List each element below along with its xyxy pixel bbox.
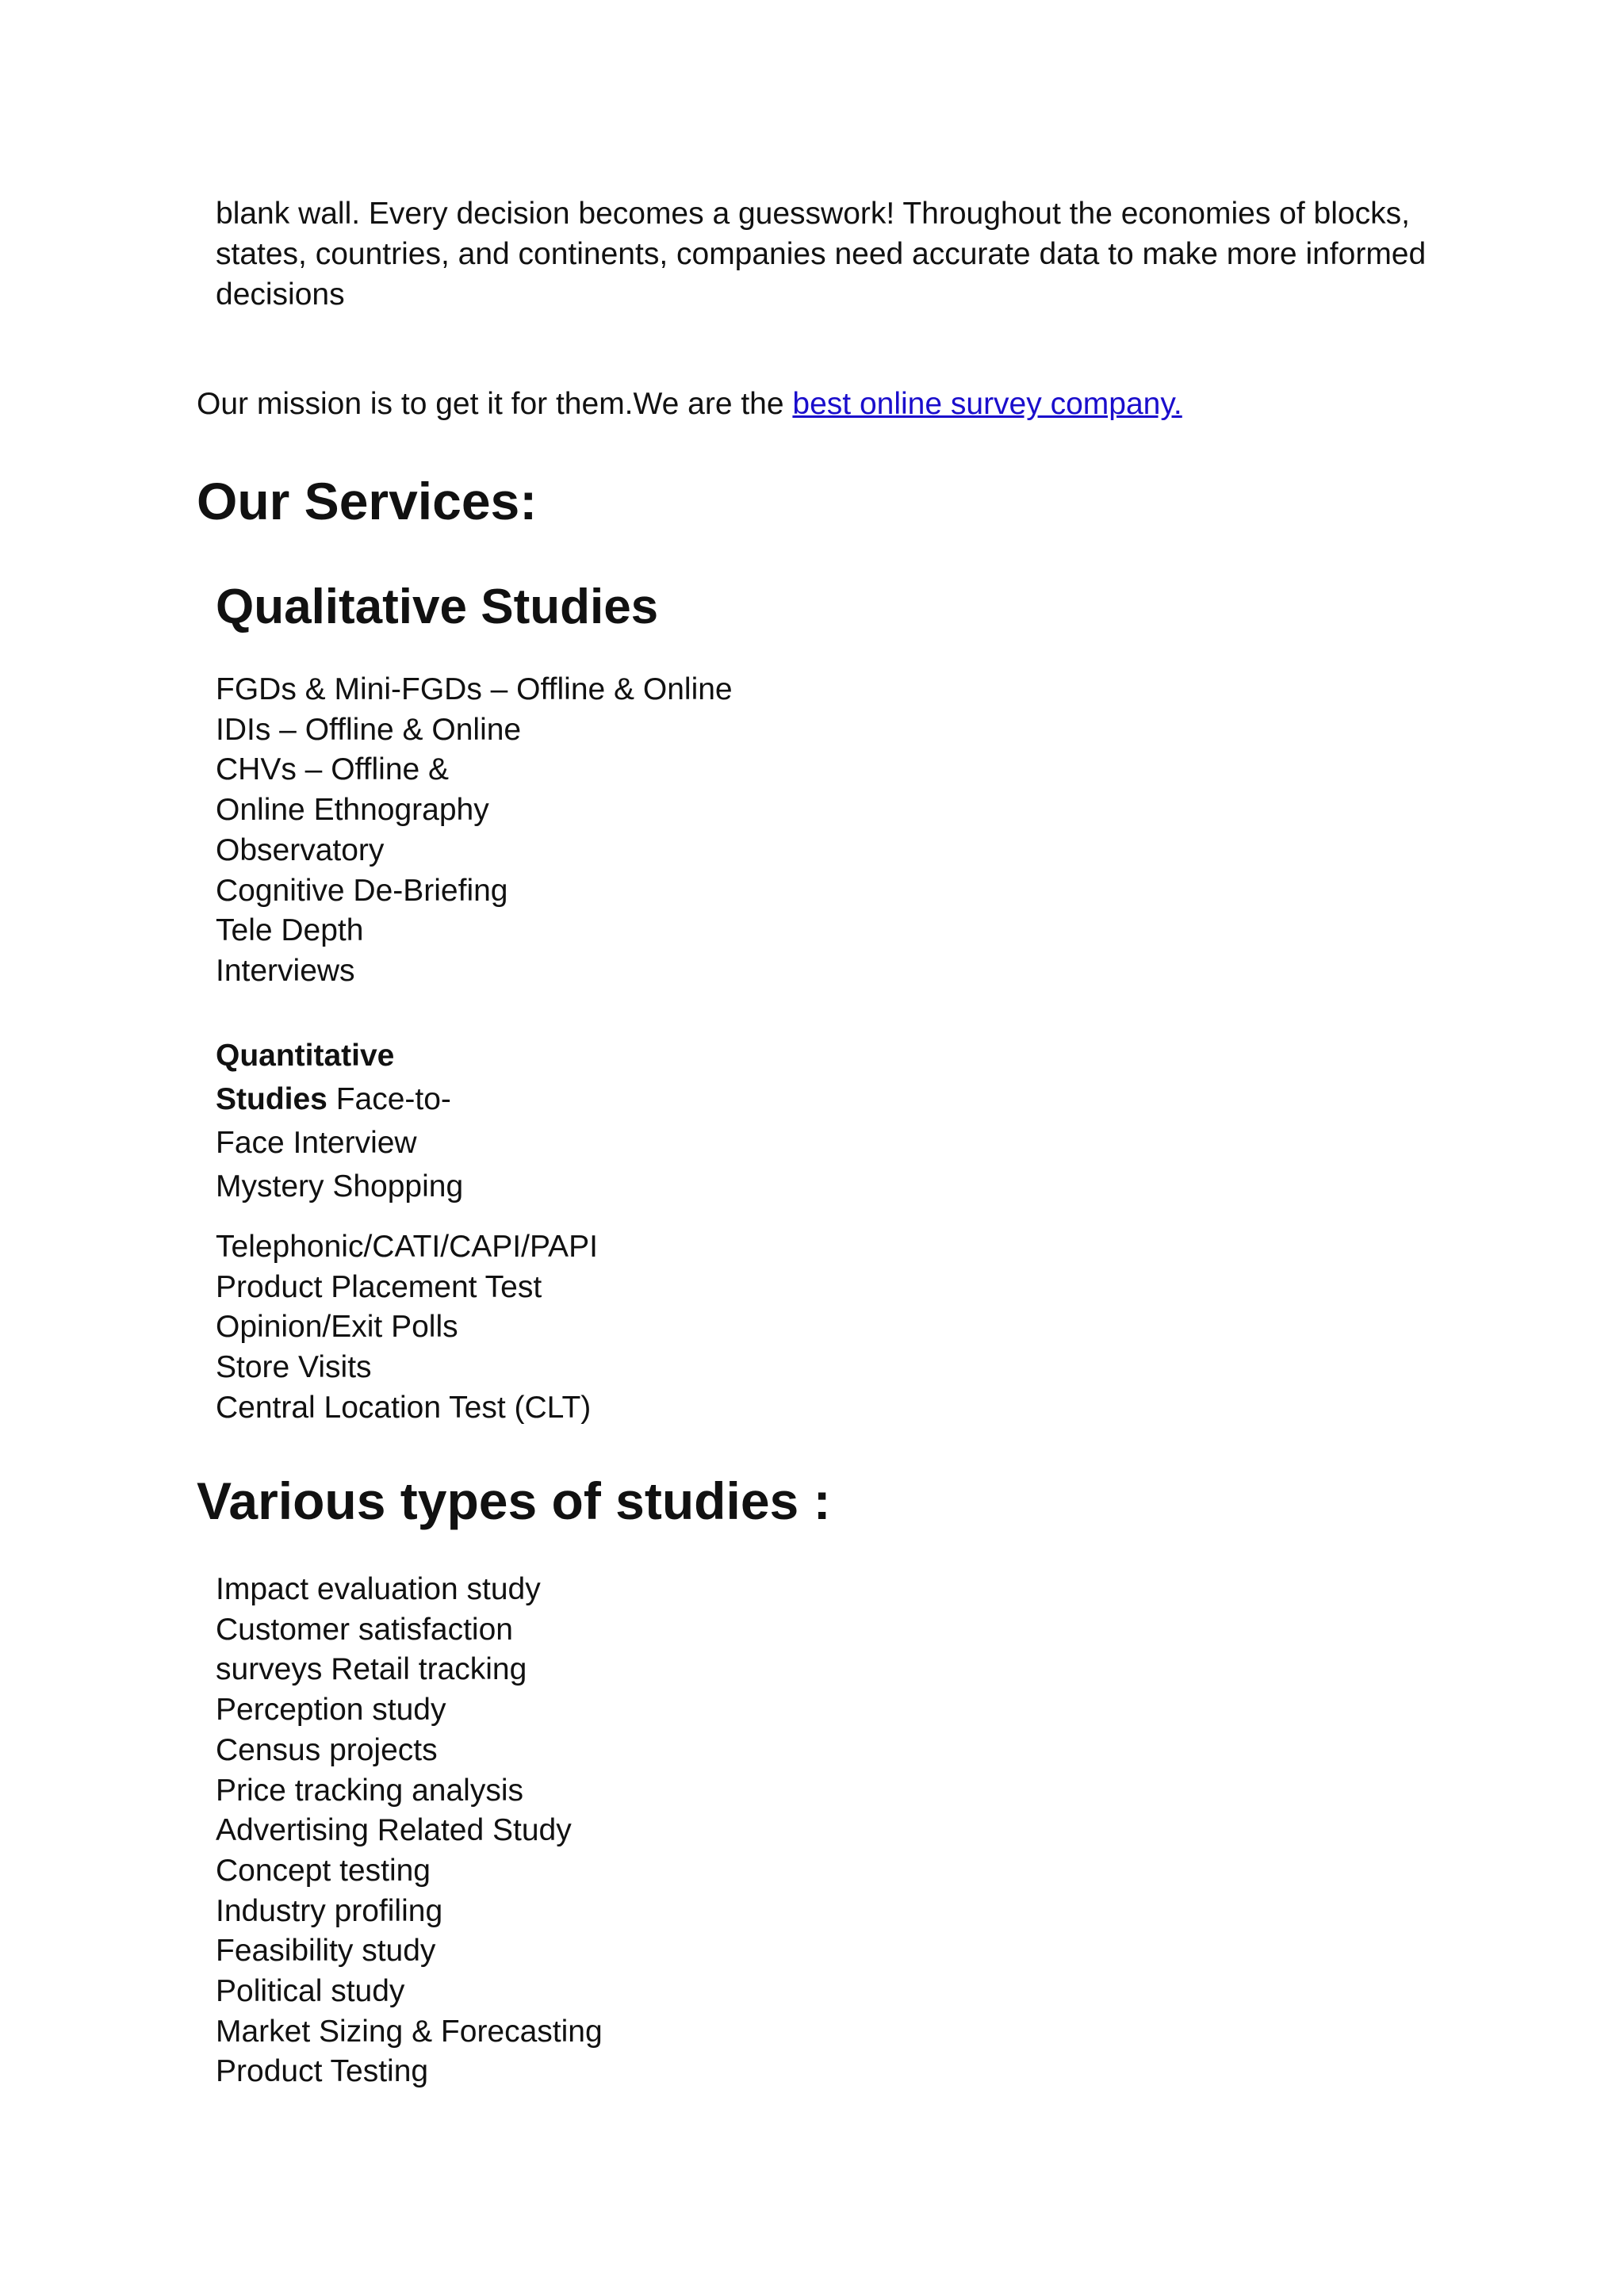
- list-item: CHVs – Offline &: [216, 752, 450, 787]
- list-item: Opinion/Exit Polls: [216, 1310, 458, 1345]
- list-item: Telephonic/CATI/CAPI/PAPI: [216, 1230, 598, 1264]
- quantitative-heading: Quantitative: [216, 1039, 395, 1073]
- various-studies-heading: Various types of studies :: [197, 1471, 831, 1530]
- list-item: Product Testing: [216, 2054, 429, 2089]
- list-item: Cognitive De-Briefing: [216, 873, 508, 908]
- qualitative-list: [216, 670, 733, 992]
- list-item: Face Interview: [216, 1126, 417, 1160]
- list-item: Product Placement Test: [216, 1269, 542, 1304]
- list-item: Feasibility study: [216, 1934, 436, 1969]
- qualitative-studies-heading: Qualitative Studies: [216, 580, 659, 634]
- best-online-survey-link[interactable]: best online survey company.: [792, 387, 1182, 421]
- our-services-heading: Our Services:: [197, 472, 538, 530]
- list-item: IDIs – Offline & Online: [216, 712, 522, 747]
- list-item: Census projects: [216, 1732, 438, 1767]
- list-item: Concept testing: [216, 1853, 431, 1888]
- studies-list: [216, 1570, 603, 2092]
- intro-paragraph: [216, 193, 1453, 315]
- list-item: Customer satisfaction: [216, 1612, 513, 1647]
- list-item: Central Location Test (CLT): [216, 1390, 592, 1425]
- list-item: Industry profiling: [216, 1893, 443, 1928]
- list-item: FGDs & Mini-FGDs – Offline & Online: [216, 672, 733, 706]
- quantitative-list: [216, 1227, 598, 1429]
- list-item: Store Visits: [216, 1350, 372, 1385]
- list-item: Price tracking analysis: [216, 1773, 523, 1808]
- list-item: Impact evaluation study: [216, 1572, 541, 1606]
- list-item: surveys Retail tracking: [216, 1652, 527, 1687]
- mission-statement: [197, 384, 1182, 424]
- intro-line: blank wall. Every decision becomes a guesswork! Throughout the economies of blocks,: [216, 197, 1410, 231]
- list-item: Market Sizing & Forecasting: [216, 2014, 603, 2049]
- mission-text: Our mission is to get it for them.We are the: [197, 387, 793, 421]
- list-item: Interviews: [216, 953, 355, 988]
- intro-line: states, countries, and continents, companies need accurate data to make more informed: [216, 237, 1427, 271]
- list-item: Political study: [216, 1974, 405, 2009]
- list-item: Mystery Shopping: [216, 1169, 464, 1203]
- face-to-text: Face-to-: [327, 1082, 451, 1116]
- intro-line: decisions: [216, 277, 345, 312]
- list-item: Perception study: [216, 1693, 446, 1728]
- quantitative-line: [216, 1077, 463, 1121]
- studies-label: Studies: [216, 1082, 327, 1116]
- list-item: Advertising Related Study: [216, 1813, 572, 1848]
- list-item: Observatory: [216, 832, 385, 867]
- list-item: Online Ethnography: [216, 793, 489, 828]
- list-item: Tele Depth: [216, 913, 364, 948]
- quantitative-block: [216, 1034, 463, 1208]
